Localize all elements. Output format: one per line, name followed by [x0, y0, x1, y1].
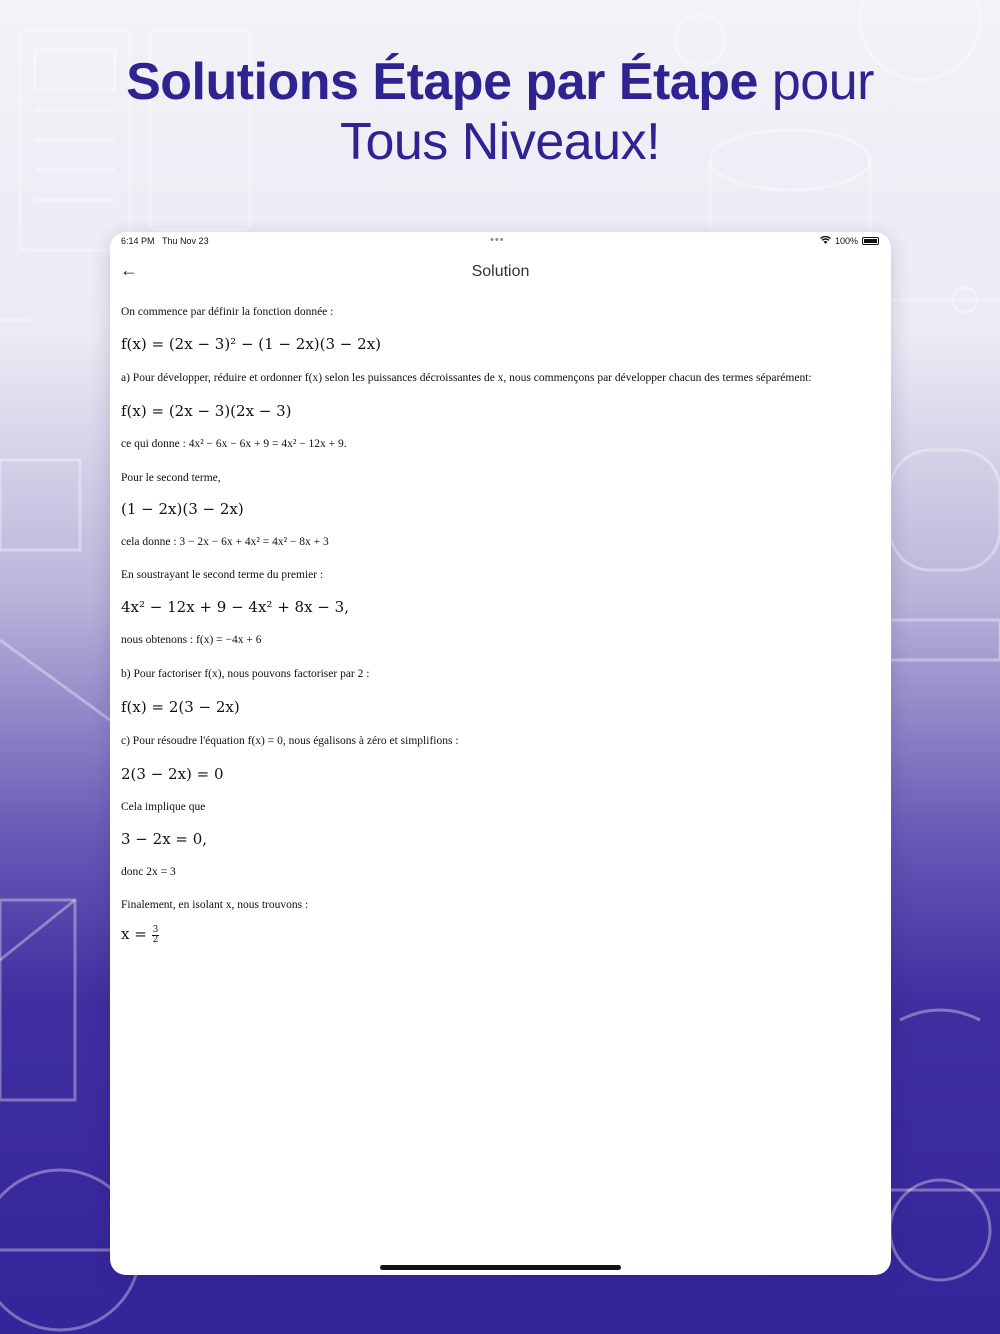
status-time: 6:14 PM Thu Nov 23	[121, 236, 209, 246]
solution-line: c) Pour résoudre l'équation f(x) = 0, nous égalisons à zéro et simplifions :	[121, 735, 459, 747]
solution-line: On commence par définir la fonction donnée :	[121, 306, 334, 318]
battery-icon	[862, 237, 879, 245]
solution-line: (1 − 2x)(3 − 2x)	[121, 500, 244, 518]
solution-line: 4x² − 12x + 9 − 4x² + 8x − 3,	[121, 598, 349, 616]
final-answer-fraction	[152, 926, 160, 945]
solution-line: Cela implique que	[121, 801, 206, 813]
solution-line: cela donne : 3 − 2x − 6x + 4x² = 4x² − 8x + 3	[121, 536, 329, 548]
home-indicator[interactable]	[380, 1265, 621, 1270]
solution-line: 2(3 − 2x) = 0	[121, 765, 224, 783]
solution-line: f(x) = 2(3 − 2x)	[121, 698, 240, 716]
solution-line: Pour le second terme,	[121, 472, 221, 484]
wifi-icon	[820, 236, 831, 246]
status-right	[820, 236, 879, 246]
tablet-screen	[110, 232, 891, 1275]
headline-line2: Tous Niveaux!	[339, 113, 661, 171]
solution-line: 3 − 2x = 0,	[121, 830, 208, 848]
nav-bar	[110, 254, 891, 292]
solution-line: f(x) = (2x − 3)² − (1 − 2x)(3 − 2x)	[121, 335, 382, 353]
fraction-numerator: 3	[152, 924, 159, 935]
solution-line: b) Pour factoriser f(x), nous pouvons factoriser par 2 :	[121, 668, 370, 680]
solution-line: Finalement, en isolant x, nous trouvons :	[121, 899, 309, 911]
solution-line: f(x) = (2x − 3)(2x − 3)	[121, 402, 292, 420]
solution-line: ce qui donne : 4x² − 6x − 6x + 9 = 4x² − 12x + 9.	[121, 438, 347, 450]
headline-bold: Solutions Étape par Étape	[126, 53, 758, 111]
fraction-denominator: 2	[152, 934, 159, 945]
solution-line: donc 2x = 3	[121, 866, 176, 878]
solution-line: a) Pour développer, réduire et ordonner f(x) selon les puissances décroissantes de x, nous commençons par développer chacun des termes séparément:	[121, 372, 812, 384]
solution-line: En soustrayant le second terme du premier :	[121, 569, 324, 581]
promo-headline	[0, 52, 1000, 172]
multitask-dots-icon[interactable]: •••	[490, 234, 505, 246]
status-bar	[110, 232, 891, 250]
page-title: Solution	[471, 263, 530, 280]
final-answer-lhs: x =	[121, 925, 147, 943]
back-arrow-icon[interactable]: ←	[120, 260, 138, 280]
battery-percent: 100%	[834, 236, 858, 246]
solution-line: nous obtenons : f(x) = −4x + 6	[121, 634, 262, 646]
final-answer	[121, 925, 159, 945]
headline-light: pour	[771, 53, 874, 111]
